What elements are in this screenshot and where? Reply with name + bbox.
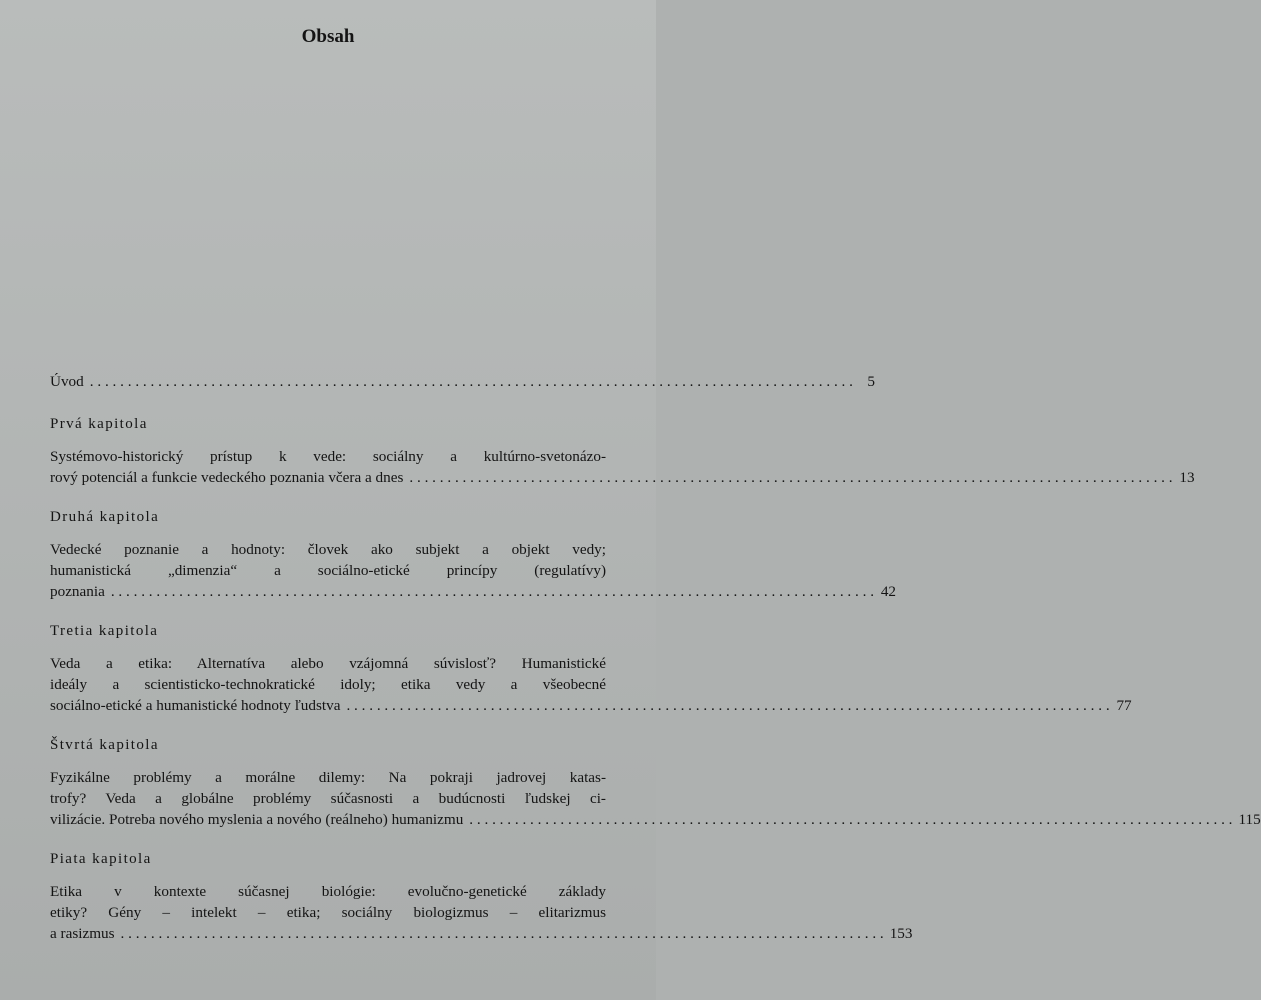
toc-entry-line	[50, 581, 896, 602]
chapter-heading: Tretia kapitola	[50, 623, 159, 639]
chapter-description-line: humanistická „dimenzia“ a sociálno-etické princípy (regulatívy)	[50, 562, 606, 579]
toc-entry-line	[50, 467, 1195, 488]
toc-entry-chapter-4[interactable]	[50, 735, 1261, 830]
page-number: 5	[867, 373, 875, 390]
page-number: 115	[1238, 811, 1261, 828]
chapter-heading: Štvrtá kapitola	[50, 737, 159, 753]
toc-entry-line	[50, 809, 1261, 830]
chapter-description-last-line: vilizácie. Potreba nového myslenia a nového (reálneho) humanizmu	[50, 811, 464, 828]
chapter-description-line: Fyzikálne problémy a morálne dilemy: Na pokraji jadrovej katas-	[50, 769, 606, 786]
chapter-description-line: ideály a scientisticko-technokratické idoly; etika vedy a všeobecné	[50, 676, 606, 693]
page-title: Obsah	[301, 26, 355, 47]
chapter-description-line: trofy? Veda a globálne problémy súčasnosti a budúcnosti ľudskej ci-	[50, 790, 606, 807]
chapter-description-last-line: poznania	[50, 583, 105, 600]
table-of-contents	[50, 371, 1261, 944]
toc-entry-uvod[interactable]	[50, 371, 875, 392]
dot-leader	[111, 581, 874, 602]
chapter-heading: Druhá kapitola	[50, 509, 160, 525]
page-number: 42	[880, 583, 896, 600]
dot-leader	[346, 695, 1109, 716]
page-number: 153	[889, 925, 913, 942]
chapter-description-line: Veda a etika: Alternatíva alebo vzájomná súvislosť? Humanistické	[50, 655, 606, 672]
toc-entry-chapter-2[interactable]	[50, 507, 896, 602]
chapter-description-last-line: sociálno-etické a humanistické hodnoty ľudstva	[50, 697, 341, 714]
toc-entry-title: Úvod	[50, 373, 84, 390]
toc-entry-chapter-1[interactable]	[50, 414, 1195, 488]
toc-entry-line	[50, 923, 913, 944]
toc-entry-line	[50, 695, 1132, 716]
dot-leader	[409, 467, 1172, 488]
chapter-description-line: Systémovo-historický prístup k vede: sociálny a kultúrno-svetonázo-	[50, 448, 606, 465]
toc-entry-chapter-5[interactable]	[50, 849, 913, 944]
chapter-heading: Piata kapitola	[50, 851, 152, 867]
chapter-description-line: Vedecké poznanie a hodnoty: človek ako subjekt a objekt vedy;	[50, 541, 606, 558]
toc-entry-line	[50, 371, 875, 392]
dot-leader	[121, 923, 884, 944]
chapter-description-last-line: a rasizmus	[50, 925, 115, 942]
chapter-heading: Prvá kapitola	[50, 416, 148, 432]
chapter-description-line: etiky? Gény – intelekt – etika; sociálny biologizmus – elitarizmus	[50, 904, 606, 921]
page-number: 77	[1116, 697, 1132, 714]
dot-leader	[469, 809, 1232, 830]
page-number: 13	[1179, 469, 1195, 486]
dot-leader	[90, 371, 853, 392]
toc-entry-chapter-3[interactable]	[50, 621, 1132, 716]
chapter-description-last-line: rový potenciál a funkcie vedeckého poznania včera a dnes	[50, 469, 404, 486]
chapter-description-line: Etika v kontexte súčasnej biológie: evolučno-genetické základy	[50, 883, 606, 900]
